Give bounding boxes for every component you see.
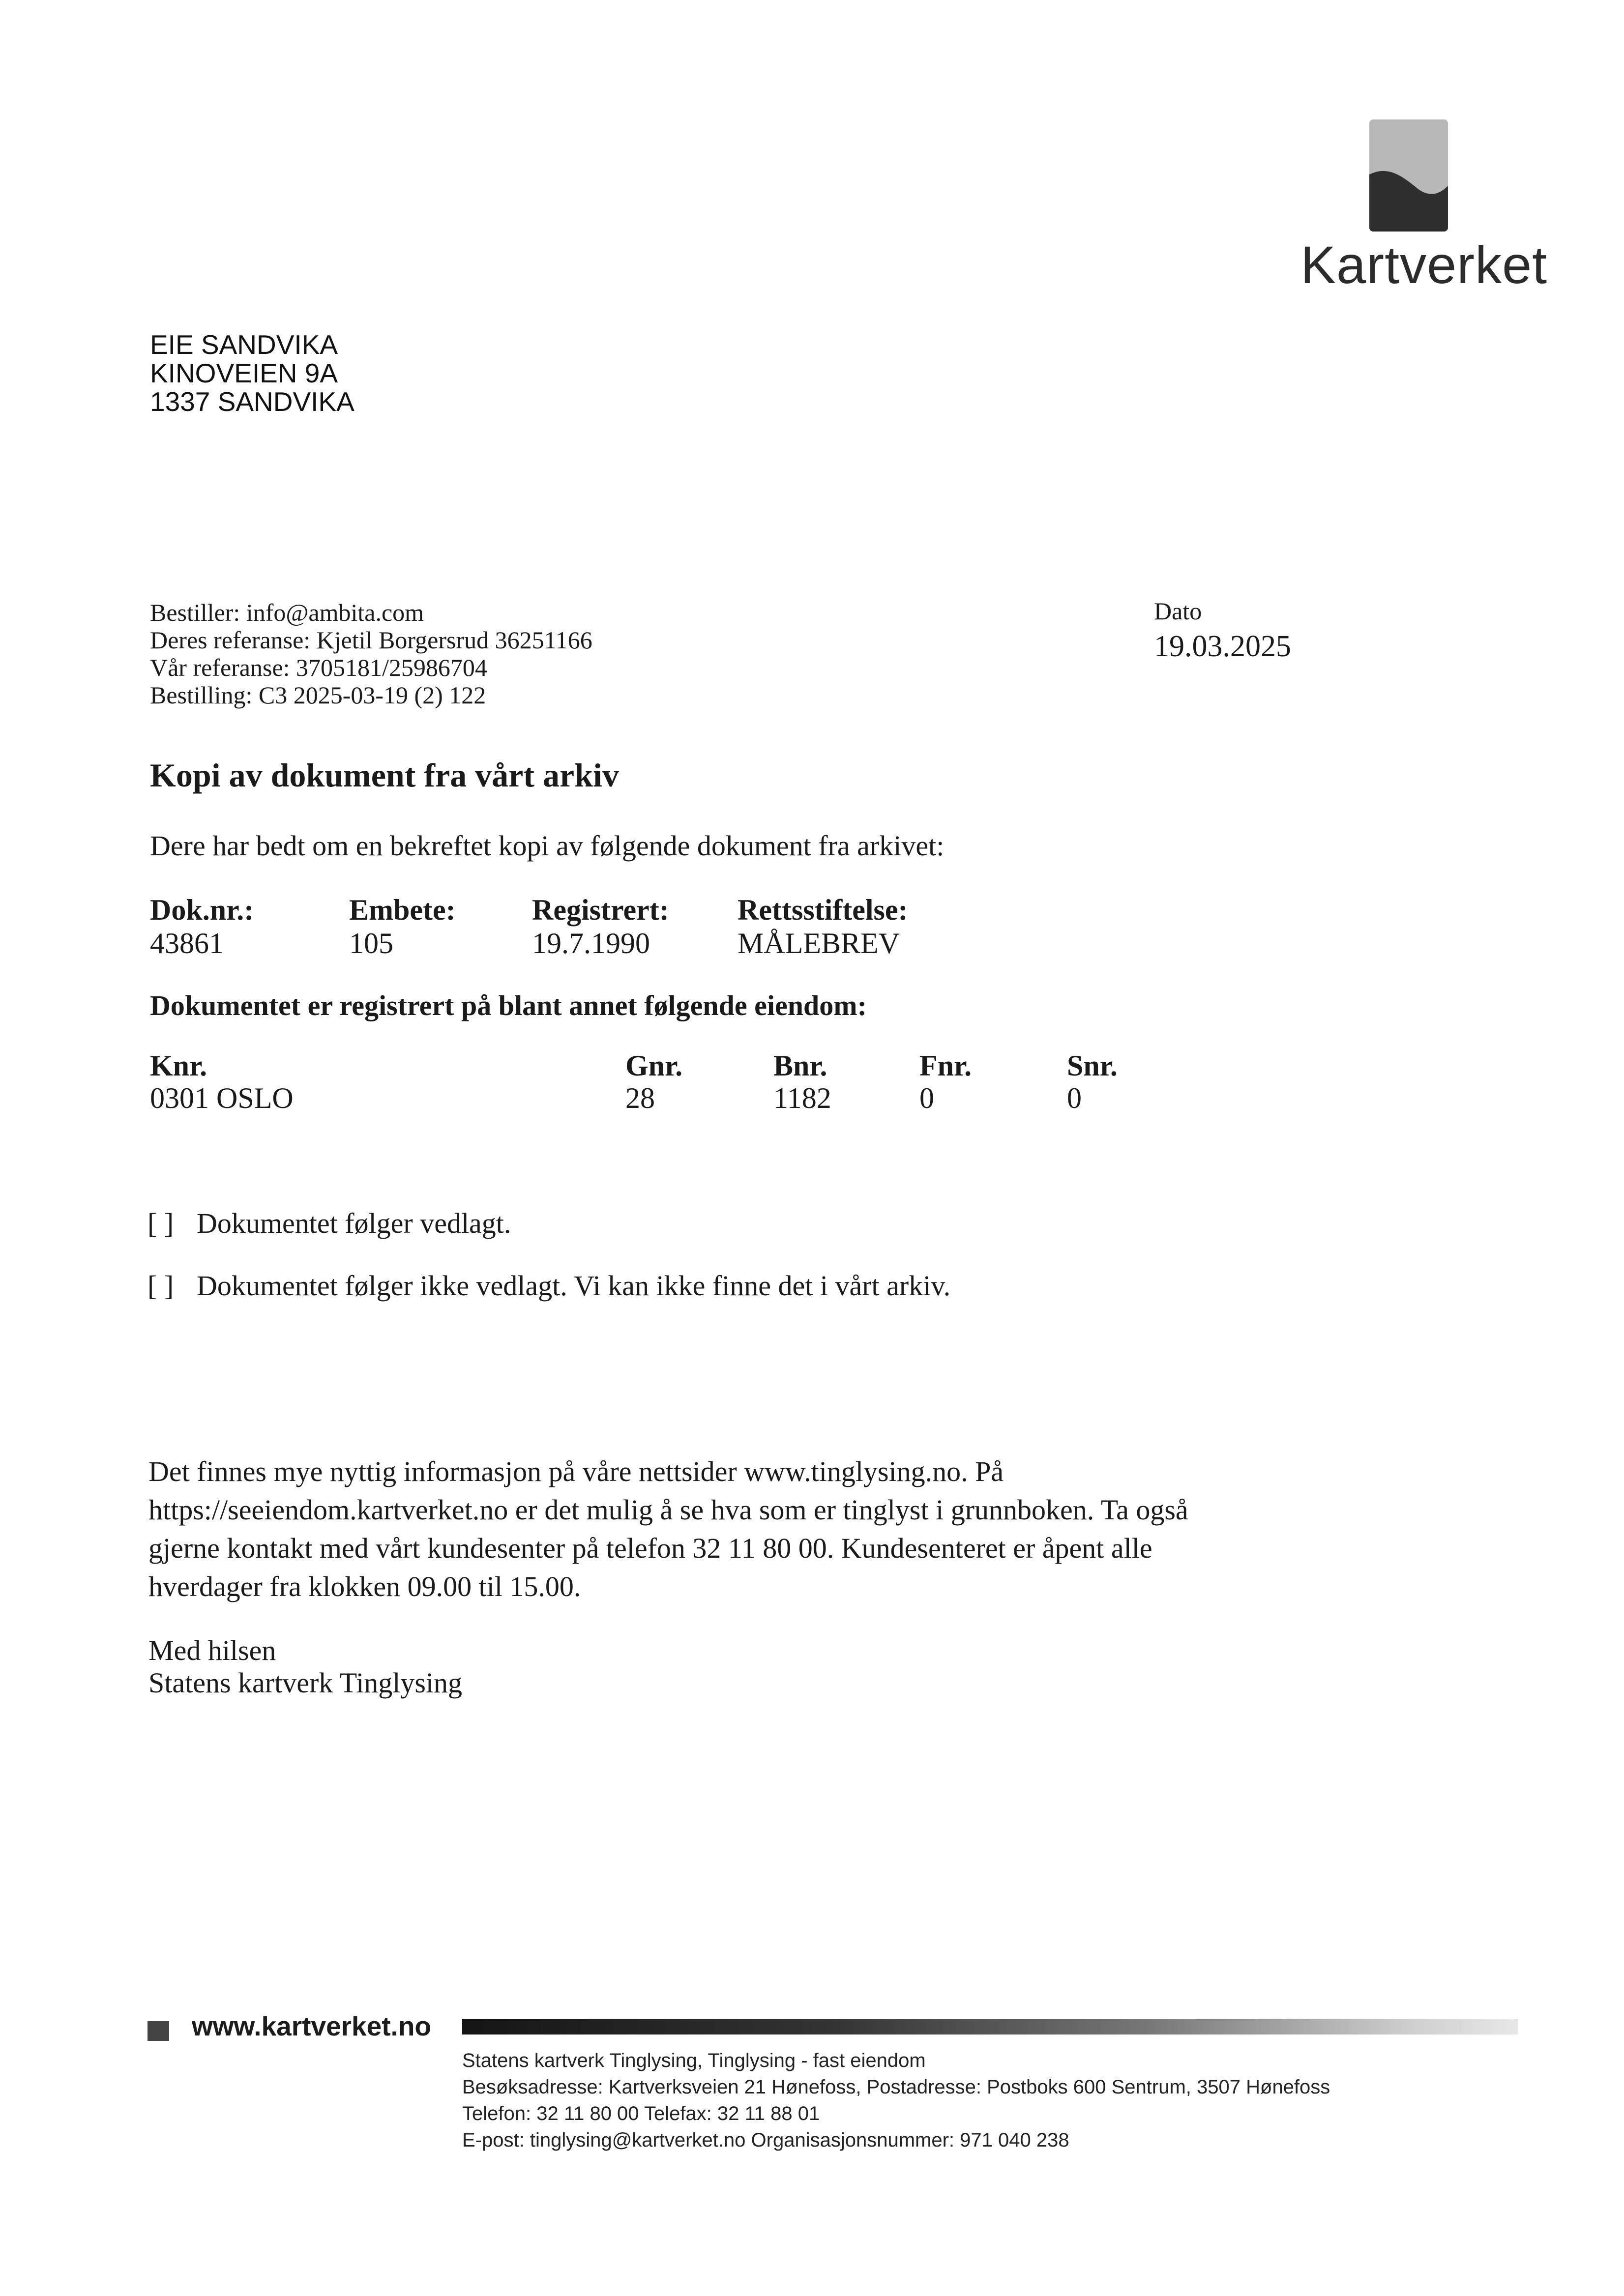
municipality-header: Knr. xyxy=(150,1049,207,1082)
order-info xyxy=(150,599,592,709)
recipient-line: 1337 SANDVIKA xyxy=(150,386,354,417)
check-label: Dokumentet følger ikke vedlagt. Vi kan ikke finne det i vårt arkiv. xyxy=(197,1270,951,1302)
footer-gradient-bar xyxy=(462,2019,1518,2034)
our-reference-line: Vår referanse: 3705181/25986704 xyxy=(150,654,487,681)
footer-square-icon xyxy=(148,2021,169,2041)
check-not-attached xyxy=(148,1269,950,1302)
gnr-header: Gnr. xyxy=(625,1049,683,1082)
doc-number-header: Dok.nr.: xyxy=(150,894,254,926)
footer-line: E-post: tinglysing@kartverket.no Organisasjonsnummer: 971 040 238 xyxy=(462,2129,1069,2151)
info-line: gjerne kontakt med vårt kundesenter på telefon 32 11 80 00. Kundesenteret er åpent alle xyxy=(148,1532,1152,1564)
date-value: 19.03.2025 xyxy=(1154,630,1291,663)
legal-instrument-value: MÅLEBREV xyxy=(738,927,900,959)
legal-instrument-header: Rettsstiftelse: xyxy=(738,894,908,926)
bnr-header: Bnr. xyxy=(773,1049,827,1082)
intro-text: Dere har bedt om en bekreftet kopi av følgende dokument fra arkivet: xyxy=(150,830,945,862)
info-line: https://seeiendom.kartverket.no er det mulig å se hva som er tinglyst i grunnboken. Ta også xyxy=(148,1494,1188,1526)
info-line: Det finnes mye nyttig informasjon på våre nettsider www.tinglysing.no. På xyxy=(148,1455,1004,1487)
checkbox: [ ] xyxy=(148,1270,174,1302)
order-line: Bestilling: C3 2025-03-19 (2) 122 xyxy=(150,681,486,709)
fnr-header: Fnr. xyxy=(919,1049,972,1082)
bnr-value: 1182 xyxy=(773,1082,831,1114)
office-header: Embete: xyxy=(349,894,456,926)
kartverket-logo-icon xyxy=(1369,119,1448,232)
date-label: Dato xyxy=(1154,597,1202,625)
snr-header: Snr. xyxy=(1067,1049,1118,1082)
fnr-value: 0 xyxy=(919,1082,934,1114)
checkbox: [ ] xyxy=(148,1207,174,1239)
municipality-value: 0301 OSLO xyxy=(150,1082,294,1114)
footer-contact-info xyxy=(462,2047,1330,2153)
signature: Statens kartverk Tinglysing xyxy=(148,1667,463,1699)
registered-header: Registrert: xyxy=(532,894,669,926)
snr-value: 0 xyxy=(1067,1082,1082,1114)
orderer-line: Bestiller: info@ambita.com xyxy=(150,599,424,626)
closing xyxy=(148,1634,462,1699)
info-line: hverdager fra klokken 09.00 til 15.00. xyxy=(148,1570,581,1602)
logo-text: Kartverket xyxy=(1300,235,1548,294)
footer-line: Statens kartverk Tinglysing, Tinglysing - fast eiendom xyxy=(462,2050,926,2071)
recipient-address xyxy=(150,330,354,416)
footer-line: Telefon: 32 11 80 00 Telefax: 32 11 88 01 xyxy=(462,2103,820,2124)
your-reference-line: Deres referanse: Kjetil Borgersrud 36251166 xyxy=(150,626,592,654)
recipient-line: EIE SANDVIKA xyxy=(150,329,338,360)
gnr-value: 28 xyxy=(625,1082,655,1114)
footer-line: Besøksadresse: Kartverksveien 21 Hønefoss, Postadresse: Postboks 600 Sentrum, 3507 Hønefoss xyxy=(462,2076,1330,2098)
footer-website: www.kartverket.no xyxy=(192,2011,432,2041)
date-block xyxy=(1154,597,1291,664)
info-paragraph xyxy=(148,1453,1329,1606)
recipient-line: KINOVEIEN 9A xyxy=(150,358,338,388)
doc-number-value: 43861 xyxy=(150,927,224,959)
check-attached xyxy=(148,1207,511,1240)
office-value: 105 xyxy=(349,927,393,959)
page-title: Kopi av dokument fra vårt arkiv xyxy=(150,756,619,794)
property-heading: Dokumentet er registrert på blant annet følgende eiendom: xyxy=(150,989,867,1021)
check-label: Dokumentet følger vedlagt. xyxy=(197,1207,511,1239)
registered-value: 19.7.1990 xyxy=(532,927,650,959)
greeting: Med hilsen xyxy=(148,1634,276,1666)
